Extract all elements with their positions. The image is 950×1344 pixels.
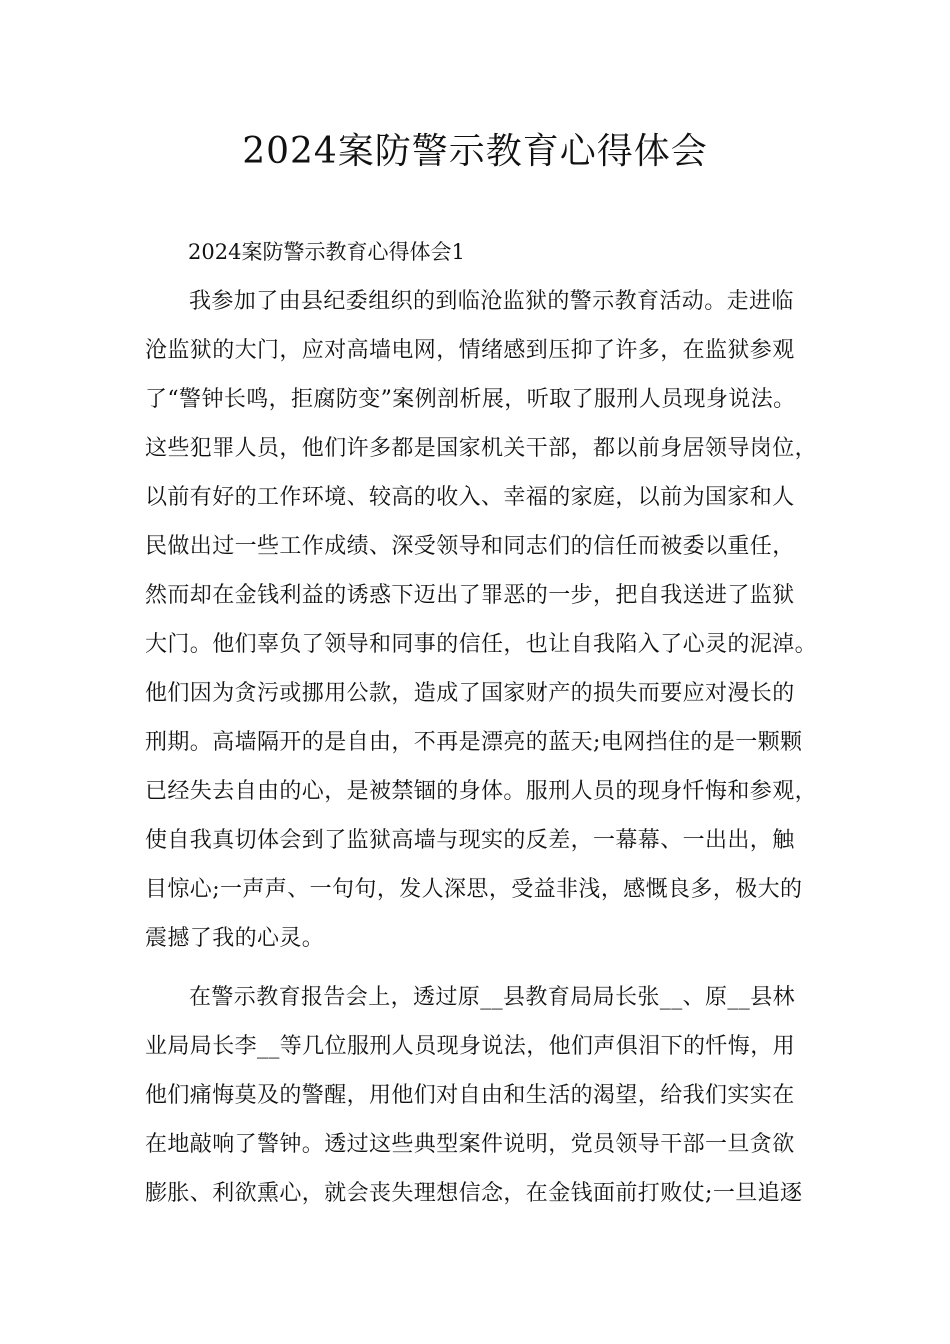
paragraph-line: 在地敲响了警钟。透过这些典型案件说明，党员领导干部一旦贪欲: [145, 1132, 795, 1157]
paragraph-line: 然而却在金钱利益的诱惑下迈出了罪恶的一步，把自我送进了监狱: [145, 583, 795, 608]
paragraph-line: 大门。他们辜负了领导和同事的信任，也让自我陷入了心灵的泥淖。: [145, 632, 818, 657]
paragraph-line: 沧监狱的大门，应对高墙电网，情绪感到压抑了许多，在监狱参观: [145, 338, 795, 363]
section-heading: 2024案防警示教育心得体会1: [188, 240, 465, 264]
paragraph-line: 他们因为贪污或挪用公款，造成了国家财产的损失而要应对漫长的: [145, 681, 795, 706]
paragraph-line: 使自我真切体会到了监狱高墙与现实的反差，一幕幕、一出出，触: [145, 828, 795, 853]
document-title: 2024案防警示教育心得体会: [242, 131, 708, 172]
paragraph-line: 刑期。高墙隔开的是自由，不再是漂亮的蓝天;电网挡住的是一颗颗: [145, 730, 803, 755]
paragraph-line: 这些犯罪人员，他们许多都是国家机关干部，都以前身居领导岗位，: [145, 436, 818, 461]
paragraph-line: 在警示教育报告会上，透过原__县教育局局长张__、原__县林: [189, 985, 796, 1010]
paragraph-line: 目惊心;一声声、一句句，发人深思，受益非浅，感慨良多，极大的: [145, 877, 803, 902]
paragraph-line: 已经失去自由的心，是被禁锢的身体。服刑人员的现身忏悔和参观，: [145, 779, 818, 804]
paragraph-line: 他们痛悔莫及的警醒，用他们对自由和生活的渴望，给我们实实在: [145, 1083, 795, 1108]
paragraph-line: 以前有好的工作环境、较高的收入、幸福的家庭，以前为国家和人: [145, 485, 795, 510]
paragraph-line: 膨胀、利欲熏心，就会丧失理想信念，在金钱面前打败仗;一旦追逐: [145, 1181, 803, 1206]
paragraph-line: 我参加了由县纪委组织的到临沧监狱的警示教育活动。走进临: [189, 289, 794, 314]
paragraph-line: 业局局长李__等几位服刑人员现身说法，他们声俱泪下的忏悔，用: [145, 1034, 796, 1059]
paragraph-line: 了“警钟长鸣，拒腐防变”案例剖析展，听取了服刑人员现身说法。: [145, 387, 796, 412]
paragraph-line: 震撼了我的心灵。: [145, 926, 325, 951]
paragraph-line: 民做出过一些工作成绩、深受领导和同志们的信任而被委以重任，: [145, 534, 795, 559]
